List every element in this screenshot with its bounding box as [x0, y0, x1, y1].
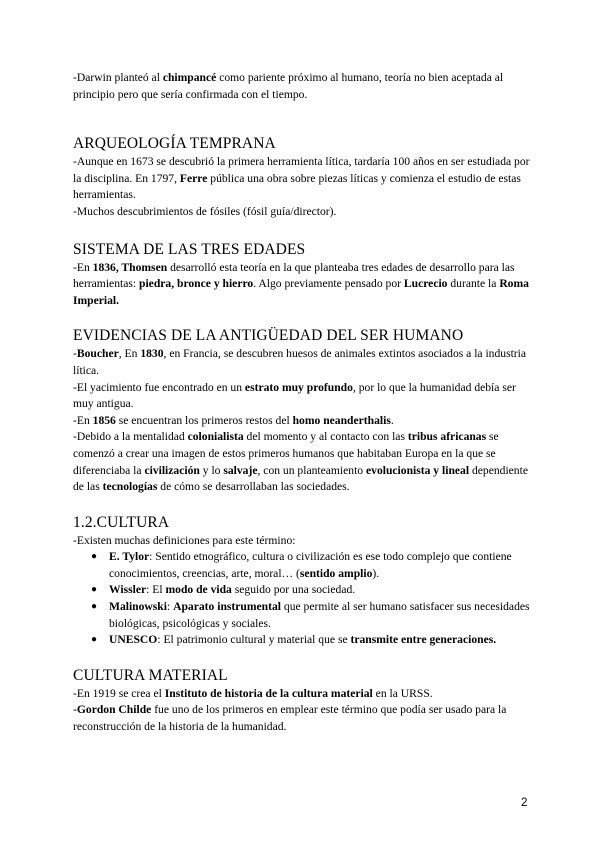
bold-text: 1836, Thomsen — [92, 260, 168, 274]
text: : Sentido etnográfico, cultura o civilización es ese todo complejo que contiene conocimientos, creencias, arte, moral… ( — [109, 550, 512, 580]
text: del momento y al contacto con las — [243, 430, 408, 444]
paragraph-evidencias-4 — [73, 429, 533, 495]
paragraph-material-1 — [73, 686, 533, 703]
text: fue uno de los primeros en emplear este término que podía ser usado para la reconstrucción de la historia de la humanidad. — [73, 703, 507, 734]
bullet-icon: ● — [91, 601, 98, 613]
text: ). — [372, 566, 380, 580]
paragraph-evidencias-1 — [73, 346, 533, 379]
bold-text: Roma Imperial. — [73, 277, 529, 307]
text: como pariente próximo al humano, teoría no bien aceptada al principio pero que sería confirmada con el tiempo. — [73, 71, 504, 101]
paragraph-darwin — [73, 70, 533, 103]
bold-text: Wissler — [109, 583, 147, 597]
bold-text: sentido amplio — [299, 566, 373, 580]
bold-text: Malinowski — [109, 600, 167, 614]
list-item — [73, 549, 533, 582]
bold-text: tribus africanas — [407, 430, 487, 444]
text: : El patrimonio cultural y material que se — [157, 633, 351, 647]
bold-text: Gordon Childe — [76, 703, 152, 717]
bullet-icon: ● — [91, 551, 98, 563]
bold-text: salvaje — [223, 463, 258, 477]
bold-text: Boucher — [76, 347, 119, 361]
paragraph-cultura-intro: -Existen muchas definiciones para este término: — [73, 533, 296, 547]
bold-text: tecnologías — [102, 480, 158, 494]
text: . Algo previamente pensado por — [253, 277, 404, 291]
list-item — [73, 632, 533, 649]
bold-text: UNESCO — [109, 633, 158, 647]
heading-evidencias: EVIDENCIAS DE LA ANTIGÜEDAD DEL SER HUMANO — [73, 327, 464, 345]
paragraph-tres-edades — [73, 260, 533, 310]
heading-cultura-material: CULTURA MATERIAL — [73, 666, 228, 684]
text: se encuentran los primeros restos del — [115, 413, 293, 427]
bold-text: civilización — [144, 463, 200, 477]
text: pública una obra sobre piezas líticas y comienza el estudio de estas herramientas. — [73, 171, 521, 202]
text: , En — [118, 347, 141, 361]
text: -En — [73, 413, 93, 427]
bold-text: Ferre — [179, 171, 208, 185]
bold-text: Instituto de historia de la cultura material — [164, 686, 373, 700]
text: , con un planteamiento — [257, 463, 366, 477]
text: y lo — [199, 463, 224, 477]
page-number: 2 — [521, 796, 528, 809]
text: en la URSS. — [372, 686, 433, 700]
text: : El — [146, 583, 166, 597]
text: de cómo se desarrollaban las sociedades. — [157, 480, 350, 494]
list-item — [73, 582, 533, 599]
bold-text: transmite entre generaciones. — [350, 633, 497, 647]
text: se comenzó a crear una imagen de estos primeros humanos que habitaban Europa en la que se diferenciaba la — [73, 430, 499, 477]
text: dependiente de las — [73, 463, 528, 494]
paragraph-evidencias-3 — [73, 413, 533, 430]
text: -En 1919 se crea el — [73, 686, 165, 700]
text: seguido por una sociedad. — [231, 583, 356, 597]
text: durante la — [447, 277, 500, 291]
bold-text: 1830 — [140, 347, 164, 361]
bold-text: Lucrecio — [403, 277, 448, 291]
bold-text: evolucionista y lineal — [366, 463, 470, 477]
bold-text: chimpancé — [162, 71, 217, 84]
text: -El yacimiento fue encontrado en un — [73, 380, 245, 394]
bold-text: piedra, bronce y hierro — [139, 277, 254, 291]
text: que permite al ser humano satisfacer sus necesidades biológicas, psicológicas y sociales. — [109, 600, 530, 630]
heading-arqueologia-temprana: ARQUEOLOGÍA TEMPRANA — [73, 135, 276, 153]
text: . — [390, 413, 394, 427]
paragraph-arqueologia-1 — [73, 154, 533, 204]
heading-tres-edades: SISTEMA DE LAS TRES EDADES — [73, 240, 306, 258]
text: -Debido a la mentalidad — [73, 430, 188, 444]
bold-text: 1856 — [92, 413, 116, 427]
paragraph-evidencias-2 — [73, 380, 533, 413]
text: , por lo que la humanidad debía ser muy antigua. — [73, 380, 516, 411]
text: , en Francia, se descubren huesos de animales extintos asociados a la industria lítica. — [73, 347, 527, 377]
bold-text: E. Tylor — [109, 550, 150, 564]
text: : — [166, 600, 174, 614]
bold-text: homo neanderthalis — [292, 413, 391, 427]
text: -En — [73, 260, 93, 274]
bold-text: colonialista — [187, 430, 244, 444]
text: - — [73, 703, 77, 717]
bullet-icon: ● — [91, 634, 98, 646]
bold-text: modo de vida — [165, 583, 232, 597]
definitions-list — [73, 549, 533, 649]
bold-text: Aparato instrumental — [173, 600, 281, 614]
document-page — [73, 70, 533, 736]
bullet-icon: ● — [91, 584, 98, 596]
list-item — [73, 599, 533, 632]
heading-cultura: 1.2.CULTURA — [73, 513, 170, 531]
text: desarrolló esta teoría en la que planteaba tres edades de desarrollo para las herramientas: — [73, 260, 515, 291]
paragraph-arqueologia-2: -Muchos descubrimientos de fósiles (fósil guía/director). — [73, 204, 337, 218]
text: - — [73, 347, 77, 361]
text: -Darwin planteó al — [73, 71, 163, 84]
text: -Aunque en 1673 se descubrió la primera herramienta lítica, tardaría 100 años en ser estudiada por la disciplina. En 1797, — [73, 155, 530, 185]
paragraph-material-2 — [73, 702, 533, 735]
bold-text: estrato muy profundo — [244, 380, 353, 394]
